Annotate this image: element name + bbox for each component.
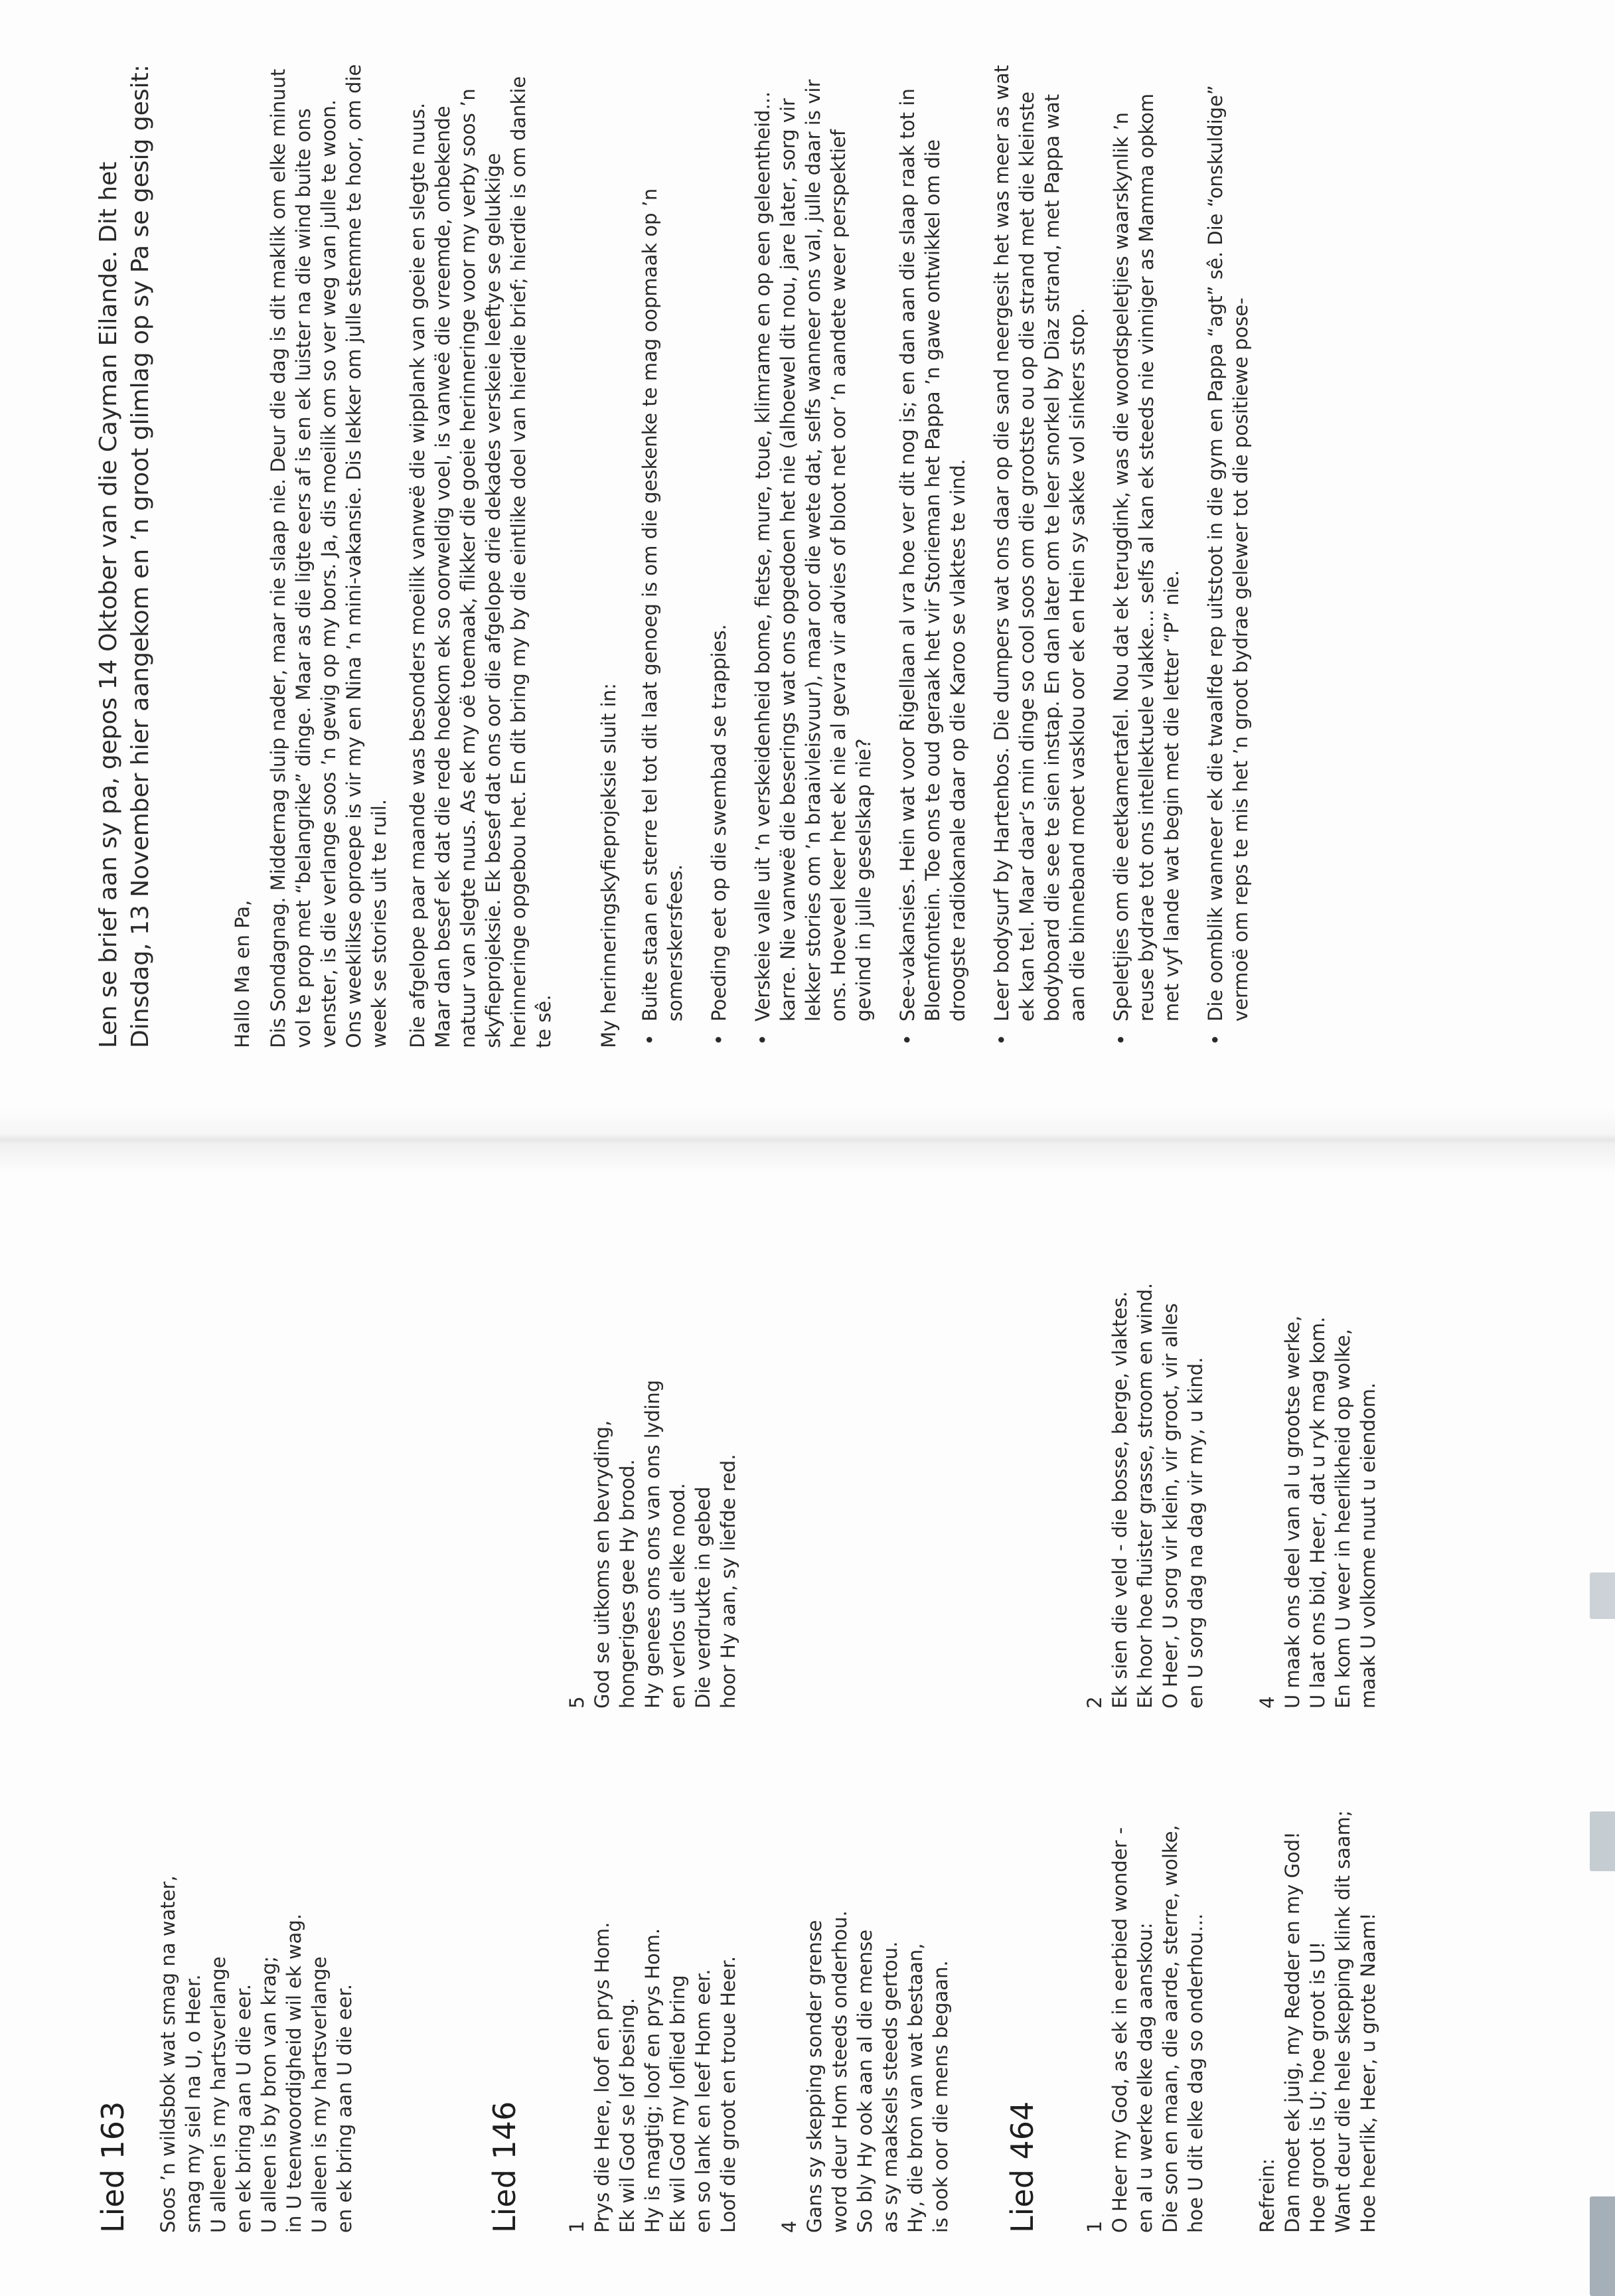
hymn-verse-2	[1082, 1283, 1208, 1709]
verse-line: So bly Hy ook aan al die mense	[854, 1929, 876, 2233]
verse-line: smag my siel na U, o Heer.	[182, 1974, 204, 2233]
verse-line: en ek bring aan U die eer.	[232, 1984, 255, 2233]
scan-edge-mark	[1590, 1811, 1615, 1871]
list-item: • Poeding eet op die swembad se trappies.	[706, 59, 731, 1048]
scan-edge-mark	[1590, 2196, 1615, 2296]
hymns-column	[93, 1184, 1553, 2233]
refrain-label: Refrein:	[1256, 2158, 1278, 2233]
verse-line: O Heer my God, as ek in eerbied wonder -	[1109, 1827, 1131, 2233]
verse-line: Hoe heerlik, Heer, u grote Naam!	[1357, 1912, 1379, 2233]
verse-line: Hy is magtig; loof en prys Hom.	[641, 1928, 664, 2233]
verse-line: Hoe groot is U; hoe groot is U!	[1306, 1941, 1329, 2233]
verse-line: Want deur die hele skepping klink dit saam;	[1332, 1810, 1354, 2233]
verse-line: hoe U dit elke dag so onderhou...	[1184, 1913, 1207, 2233]
list-item: • Die oomblik wanneer ek die twaalfde rep uitstoot in die gym en Pappa “agt” sê. Die “onskuldige” vermoë om reps te mis het ’n groot bydrae gelewer tot die positiewe pose-	[1203, 59, 1253, 1048]
verse-line: Ek sien die veld - die bosse, berge, vlaktes.	[1109, 1291, 1131, 1709]
hymn-verse-4	[1255, 1316, 1381, 1709]
hymn-verse-1	[1082, 1825, 1208, 2233]
hymn-title: Lied 163	[95, 2101, 131, 2233]
verse-line: hoor Hy aan, sy liefde red.	[717, 1454, 739, 1709]
verse-line: is ook oor die mens begaan.	[929, 1960, 952, 2233]
lied-464	[1002, 1184, 1560, 2233]
letter-paragraph: Dis Sondagnag. Middernag sluip nader, maar nie slaap nie. Deur die dag is dit maklik om elke minuut vol te prop met “belangrike” dinge. Maar as die ligte eers af is en ek luister na die wind buite ons venster, is die verlange soos ’n gewig op my bors. Ja, dis moeilik om so ver weg van julle te woon. Ons weeklikse oproepe is vir my en Nina ’n mini-vakansie. Dis lekker om julle stemme te hoor, om die week se stories uit te ruil.	[267, 64, 390, 1048]
verse-number: 5	[566, 1696, 588, 1709]
verse-line: Ek wil God se lof besing.	[616, 1997, 639, 2233]
list-intro: My herinneringskyfieprojeksie sluit in:	[597, 683, 620, 1048]
verse-line: Hy genees ons ons van ons lyding	[641, 1379, 664, 1709]
verse-line: Loof die groot en troue Heer.	[717, 1955, 739, 2233]
verse-line: Gans sy skepping sonder grense	[803, 1920, 826, 2233]
verse-number: 4	[1256, 1696, 1278, 1709]
verse-line: O Heer, U sorg vir klein, vir groot, vir alles	[1159, 1303, 1182, 1709]
verse-line: U laat ons bid, Heer, dat u ryk mag kom.	[1306, 1316, 1329, 1709]
verse-line: word deur Hom steeds onderhou.	[828, 1910, 851, 2233]
scan-edge-mark	[1590, 1572, 1615, 1619]
verse-line: Die verdrukte in gebed	[692, 1486, 714, 1709]
list-item: • See-vakansies. Hein wat voor Rigellaan al vra hoe ver dit nog is; en dan aan die slaap raak tot in Bloemfontein. Toe ons te oud geraak het vir Storieman het Pappa ’n gawe ontwikkel om die droogste radiokanale daar op die Karoo se vlaktes te vind.	[895, 59, 970, 1048]
hymn-verse-4	[777, 1910, 953, 2233]
verse-line: Soos ’n wildsbok wat smag na water,	[157, 1875, 179, 2233]
hymn-title: Lied 146	[487, 2101, 522, 2233]
memories-list	[637, 59, 1253, 1048]
verse-line: U alleen is my hartsverlange	[207, 1956, 230, 2233]
verse-line: Dan moet ek juig, my Redder en my God!	[1281, 1831, 1304, 2233]
list-item: • Buite staan en sterre tel tot dit laat genoeg is om die geskenke te mag oopmaak op ’n somerskersfees.	[637, 59, 688, 1048]
verse-line: U alleen is my hartsverlange	[308, 1956, 331, 2233]
hymn-verse	[155, 1875, 357, 2233]
list-item: • Leer bodysurf by Hartenbos. Die dumpers wat ons daar op die sand neergesit het was meer as wat ek kan tel. Maar daar’s min dinge so cool soos om die grootste ou op die strand met die kleinste bodyboard die see te sien instap. En dan later om te leer snorkel by Diaz strand, met Pappa wat aan die binneband moet vasklou oor ek en Hein sy sakke vol sinkers stop.	[989, 59, 1090, 1048]
letter-intro: Len se brief aan sy pa, gepos 14 Oktober van die Cayman Eilande. Dit het Dinsdag, 13 November hier aangekom en ’n groot glimlag op sy Pa se gesig gesit:	[95, 64, 154, 1048]
verse-number: 4	[778, 2220, 801, 2233]
verse-line: Prys die Here, loof en prys Hom.	[591, 1922, 613, 2233]
verse-number: 1	[566, 2220, 588, 2233]
verse-line: En kom U weer in heerlikheid op wolke,	[1332, 1328, 1354, 1709]
hymn-refrain	[1255, 1810, 1381, 2233]
verse-line: U maak ons deel van al u grootse werke,	[1281, 1315, 1304, 1709]
verse-line: hongeriges gee Hy brood.	[616, 1459, 639, 1709]
letter-column	[93, 52, 1553, 1048]
verse-line: as sy maaksels steeds gertou.	[879, 1941, 901, 2233]
verse-line: Ek hoor hoe fluister grasse, stroom en wind.	[1134, 1282, 1156, 1709]
verse-line: en so lank en leef Hom eer.	[692, 1969, 714, 2233]
verse-number: 1	[1083, 2220, 1106, 2233]
hymn-title: Lied 464	[1004, 2101, 1040, 2233]
verse-line: God se uitkoms en bevryding,	[591, 1420, 613, 1709]
page-fold-shadow	[0, 1108, 1615, 1174]
list-item: • Speletjies om die eetkamertafel. Nou dat ek terugdink, was die woordspeletjies waarskynlik ’n reuse bydrae tot ons intellektuele vlakke... selfs al kan ek steeds nie vinniger as Mamma opkom met vyf lande wat begin met die letter “P” nie.	[1109, 59, 1184, 1048]
verse-line: en verlos uit elke nood.	[666, 1483, 689, 1709]
verse-line: en ek bring aan U die eer.	[333, 1984, 356, 2233]
verse-line: in U teenwoordigheid wil ek wag.	[283, 1914, 305, 2233]
verse-number: 2	[1083, 1696, 1106, 1709]
letter-paragraph: Die afgelope paar maande was besonders moeilik vanweë die wipplank van goeie en slegte nuus. Maar dan besef ek dat die rede hoekom ek so oorweldig voel, is vanweë die vreemde, onbekende natuur van slegte nuus. As ek my oë toemaak, flikker die goeie herinneringe voor my verby soos ’n skyfieprojeksie. Ek besef dat ons oor die afgelope drie dekades verskeie leeftye se gelukkige herinneringe opgebou het. En dit bring my by die eintlike doel van hierdie brief; hierdie is om dankie te sê.	[406, 76, 555, 1048]
lied-163	[93, 1875, 357, 2233]
hymn-verse-5	[564, 1380, 741, 1709]
lied-146	[485, 1184, 962, 2233]
verse-line: Ek wil God my loflied bring	[666, 1975, 689, 2233]
verse-line: en al u werke elke dag aanskou:	[1134, 1922, 1156, 2233]
verse-line: Hy, die bron van wat bestaan,	[904, 1943, 927, 2233]
hymn-verse-1	[564, 1922, 741, 2233]
verse-line: maak U volkome nuut u eiendom.	[1357, 1382, 1379, 1709]
letter-greeting: Hallo Ma en Pa,	[231, 899, 254, 1048]
list-item: • Verskeie valle uit ’n verskeidenheid bome, fietse, mure, toue, klimrame en op een geleentheid... karre. Nie vanweë die beserings wat ons opgedoen het nie (alhoewel dit nou, jare later, sorg vir lekker stories om ’n braaivleisvuur), maar oor die wete dat, selfs wanneer ons val, julle daar is vir ons. Hoeveel keer het ek nie al gevra vir advies of bloot net oor ’n aandete weer perspektief gevind in julle geselskap nie?	[750, 59, 876, 1048]
verse-line: en U sorg dag na dag vir my, u kind.	[1184, 1357, 1207, 1709]
verse-line: Die son en maan, die aarde, sterre, wolke,	[1159, 1825, 1182, 2233]
verse-line: U alleen is by bron van krag;	[258, 1955, 280, 2233]
letter	[93, 59, 1272, 1048]
